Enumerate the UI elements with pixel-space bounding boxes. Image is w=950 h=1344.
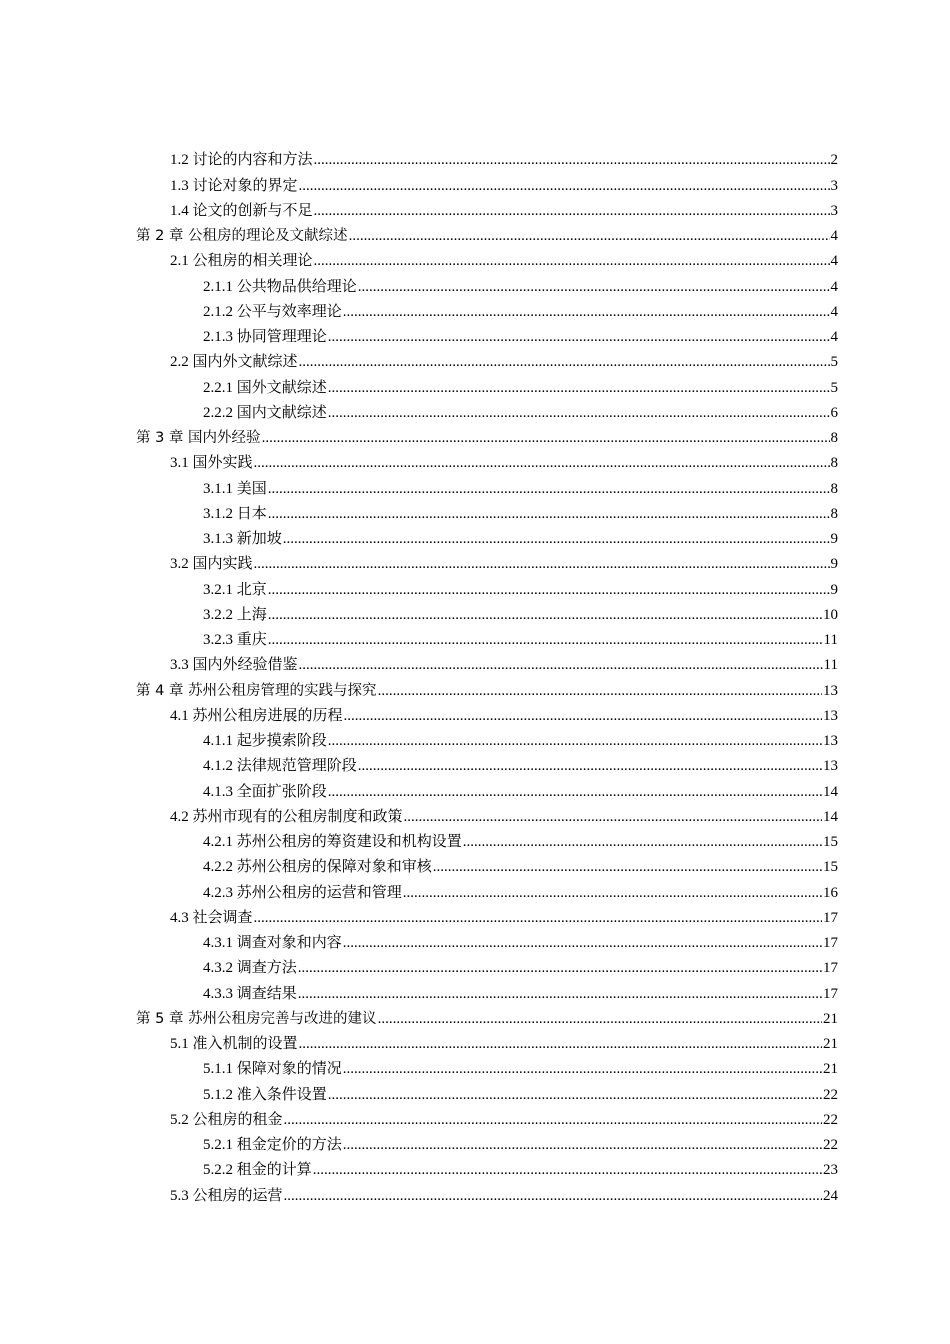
toc-entry[interactable] <box>136 852 838 877</box>
toc-entry[interactable] <box>136 170 838 195</box>
toc-entry-title: 4.3.2 调查方法 <box>203 960 297 977</box>
dot-leader <box>299 655 823 675</box>
toc-entry[interactable] <box>136 322 838 347</box>
toc-entry-page-number: 17 <box>823 909 838 926</box>
toc-entry-page-number: 8 <box>830 505 838 522</box>
dot-leader <box>328 782 822 802</box>
toc-entry[interactable] <box>136 978 838 1003</box>
toc-entry[interactable] <box>136 1130 838 1155</box>
toc-entry[interactable] <box>136 1054 838 1079</box>
toc-entry[interactable] <box>136 1180 838 1205</box>
toc-entry-title: 4.2 苏州市现有的公租房制度和政策 <box>170 808 403 825</box>
toc-entry-page-number: 22 <box>823 1137 838 1153</box>
toc-entry-title: 4.2.3 苏州公租房的运营和管理 <box>203 884 402 901</box>
toc-entry[interactable] <box>136 776 838 801</box>
toc-entry-title: 3.2 国内实践 <box>170 556 253 573</box>
toc-entry[interactable] <box>136 1079 838 1104</box>
toc-entry-title: 3.3 国内外经验借鉴 <box>170 657 298 674</box>
toc-entry[interactable] <box>136 524 838 549</box>
toc-entry[interactable] <box>136 877 838 902</box>
toc-entry-title: 3.1.3 新加坡 <box>203 531 282 547</box>
dot-leader <box>358 756 822 776</box>
dot-leader <box>268 630 823 650</box>
toc-entry[interactable] <box>136 1004 838 1029</box>
toc-entry[interactable] <box>136 953 838 978</box>
toc-entry[interactable] <box>136 246 838 271</box>
toc-entry-page-number: 13 <box>823 707 838 724</box>
toc-entry-page-number: 17 <box>823 960 838 977</box>
dot-leader <box>463 832 822 852</box>
toc-entry-page-number: 8 <box>830 480 838 497</box>
dot-leader <box>349 226 830 246</box>
toc-entry-title: 4.3 社会调查 <box>170 909 253 926</box>
toc-entry-page-number: 4 <box>830 253 838 270</box>
toc-entry-page-number: 13 <box>823 733 838 749</box>
toc-entry-page-number: 22 <box>823 1111 838 1128</box>
dot-leader <box>299 352 830 372</box>
toc-entry-title: 第 5 章 苏州公租房完善与改进的建议 <box>136 1010 377 1027</box>
dot-leader <box>268 605 822 625</box>
toc-entry-title: 1.4 论文的创新与不足 <box>170 202 313 219</box>
toc-entry[interactable] <box>136 549 838 574</box>
toc-entry-title: 5.1.1 保障对象的情况 <box>203 1061 342 1078</box>
toc-entry[interactable] <box>136 903 838 928</box>
toc-entry-title: 3.1.1 美国 <box>203 480 267 497</box>
dot-leader <box>328 1085 822 1105</box>
toc-entry-page-number: 3 <box>830 202 838 219</box>
dot-leader <box>284 1110 822 1130</box>
dot-leader <box>254 554 830 574</box>
dot-leader <box>328 378 830 398</box>
toc-entry-page-number: 22 <box>823 1086 838 1103</box>
toc-entry-title: 第 2 章 公租房的理论及文献综述 <box>136 228 348 244</box>
toc-entry-page-number: 10 <box>823 606 838 623</box>
toc-entry-title: 5.1.2 准入条件设置 <box>203 1086 327 1103</box>
toc-entry-title: 4.2.2 苏州公租房的保障对象和审核 <box>203 859 432 876</box>
toc-entry-page-number: 2 <box>830 152 838 169</box>
toc-entry-page-number: 24 <box>823 1187 838 1204</box>
dot-leader <box>254 908 822 928</box>
toc-entry[interactable] <box>136 650 838 675</box>
toc-entry[interactable] <box>136 271 838 296</box>
toc-entry-title: 4.2.1 苏州公租房的筹资建设和机构设置 <box>203 834 462 850</box>
toc-entry[interactable] <box>136 372 838 397</box>
dot-leader <box>328 327 830 347</box>
toc-entry-page-number: 6 <box>830 404 838 421</box>
toc-entry[interactable] <box>136 928 838 953</box>
toc-entry-title: 3.1 国外实践 <box>170 455 253 472</box>
dot-leader <box>343 302 830 322</box>
toc-entry[interactable] <box>136 726 838 751</box>
toc-entry[interactable] <box>136 347 838 372</box>
toc-entry-page-number: 23 <box>823 1162 838 1179</box>
toc-entry[interactable] <box>136 827 838 852</box>
dot-leader <box>378 681 822 701</box>
toc-entry[interactable] <box>136 701 838 726</box>
dot-leader <box>313 1160 822 1180</box>
toc-entry[interactable] <box>136 1105 838 1130</box>
toc-entry-page-number: 21 <box>823 1036 838 1052</box>
dot-leader <box>328 731 822 751</box>
toc-entry[interactable] <box>136 145 838 170</box>
toc-entry[interactable] <box>136 398 838 423</box>
toc-entry-page-number: 11 <box>823 657 838 674</box>
toc-entry-title: 4.1 苏州公租房进展的历程 <box>170 707 343 724</box>
dot-leader <box>343 1059 822 1079</box>
toc-entry-page-number: 17 <box>823 985 838 1002</box>
toc-entry[interactable] <box>136 675 838 700</box>
toc-entry-page-number: 14 <box>823 783 838 800</box>
toc-entry[interactable] <box>136 473 838 498</box>
toc-entry-page-number: 5 <box>830 379 838 396</box>
toc-entry-title: 5.2.1 租金定价的方法 <box>203 1137 342 1153</box>
toc-entry[interactable] <box>136 499 838 524</box>
toc-entry-page-number: 4 <box>830 303 838 320</box>
toc-entry-title: 1.2 讨论的内容和方法 <box>170 152 313 169</box>
toc-entry[interactable] <box>136 448 838 473</box>
toc-entry[interactable] <box>136 625 838 650</box>
toc-entry-page-number: 9 <box>830 581 838 598</box>
toc-entry-title: 2.2 国内外文献综述 <box>170 354 298 371</box>
toc-entry-page-number: 21 <box>823 1061 838 1078</box>
dot-leader <box>404 807 822 827</box>
toc-entry[interactable] <box>136 600 838 625</box>
toc-entry-title: 5.2 公租房的租金 <box>170 1111 283 1128</box>
toc-entry-page-number: 4 <box>830 278 838 295</box>
toc-entry-title: 1.3 讨论对象的界定 <box>170 177 298 194</box>
toc-entry-title: 第 3 章 国内外经验 <box>136 430 261 446</box>
toc-entry[interactable] <box>136 297 838 322</box>
toc-entry[interactable] <box>136 423 838 448</box>
dot-leader <box>299 176 830 196</box>
dot-leader <box>298 958 822 978</box>
dot-leader <box>284 1186 822 1206</box>
toc-entry-page-number: 15 <box>823 859 838 876</box>
toc-entry-title: 2.2.2 国内文献综述 <box>203 404 327 421</box>
toc-entry[interactable] <box>136 751 838 776</box>
dot-leader <box>344 706 822 726</box>
toc-entry-page-number: 4 <box>830 228 838 244</box>
toc-entry-page-number: 8 <box>830 430 838 446</box>
toc-entry-title: 2.1.2 公平与效率理论 <box>203 303 342 320</box>
dot-leader <box>314 150 830 170</box>
toc-entry-page-number: 9 <box>830 531 838 547</box>
toc-entry-title: 4.3.3 调查结果 <box>203 985 297 1002</box>
toc-entry-title: 4.3.1 调查对象和内容 <box>203 935 342 951</box>
dot-leader <box>283 529 830 549</box>
dot-leader <box>343 933 822 953</box>
dot-leader <box>314 251 830 271</box>
toc-entry-title: 4.1.2 法律规范管理阶段 <box>203 758 357 775</box>
toc-entry-title: 4.1.1 起步摸索阶段 <box>203 733 327 749</box>
toc-entry-title: 3.2.1 北京 <box>203 581 267 598</box>
toc-entry-page-number: 17 <box>823 935 838 951</box>
dot-leader <box>262 428 830 448</box>
toc-entry[interactable] <box>136 1155 838 1180</box>
toc-entry[interactable] <box>136 574 838 599</box>
toc-entry-title: 2.1.3 协同管理理论 <box>203 329 327 345</box>
dot-leader <box>433 857 822 877</box>
toc-entry[interactable] <box>136 196 838 221</box>
toc-entry-title: 5.2.2 租金的计算 <box>203 1162 312 1179</box>
dot-leader <box>358 277 830 297</box>
toc-entry-page-number: 21 <box>823 1010 838 1027</box>
toc-entry[interactable] <box>136 802 838 827</box>
dot-leader <box>268 504 830 524</box>
dot-leader <box>343 1135 822 1155</box>
toc-entry-title: 5.3 公租房的运营 <box>170 1187 283 1204</box>
toc-entry-page-number: 13 <box>823 758 838 775</box>
dot-leader <box>299 1034 822 1054</box>
toc-entry-title: 3.2.3 重庆 <box>203 632 267 648</box>
table-of-contents <box>136 145 838 1206</box>
dot-leader <box>254 453 830 473</box>
toc-entry-page-number: 16 <box>823 884 838 901</box>
toc-entry-page-number: 9 <box>830 556 838 573</box>
toc-entry-title: 2.1 公租房的相关理论 <box>170 253 313 270</box>
toc-entry-page-number: 3 <box>830 177 838 194</box>
toc-entry-title: 2.1.1 公共物品供给理论 <box>203 278 357 295</box>
toc-entry-page-number: 8 <box>830 455 838 472</box>
dot-leader <box>378 1009 822 1029</box>
toc-entry-page-number: 5 <box>830 354 838 371</box>
toc-entry-title: 3.2.2 上海 <box>203 606 267 623</box>
dot-leader <box>268 580 830 600</box>
dot-leader <box>298 984 822 1004</box>
dot-leader <box>403 883 822 903</box>
dot-leader <box>268 479 830 499</box>
toc-entry-title: 5.1 准入机制的设置 <box>170 1036 298 1052</box>
toc-entry-page-number: 4 <box>830 329 838 345</box>
toc-entry[interactable] <box>136 1029 838 1054</box>
toc-entry-title: 4.1.3 全面扩张阶段 <box>203 783 327 800</box>
dot-leader <box>328 403 830 423</box>
toc-entry-page-number: 11 <box>823 632 838 648</box>
toc-entry-title: 2.2.1 国外文献综述 <box>203 379 327 396</box>
toc-entry-page-number: 15 <box>823 834 838 850</box>
dot-leader <box>314 201 830 221</box>
toc-entry-title: 第 4 章 苏州公租房管理的实践与探究 <box>136 682 377 699</box>
toc-entry[interactable] <box>136 221 838 246</box>
toc-entry-page-number: 13 <box>823 682 838 699</box>
toc-entry-title: 3.1.2 日本 <box>203 505 267 522</box>
toc-entry-page-number: 14 <box>823 808 838 825</box>
